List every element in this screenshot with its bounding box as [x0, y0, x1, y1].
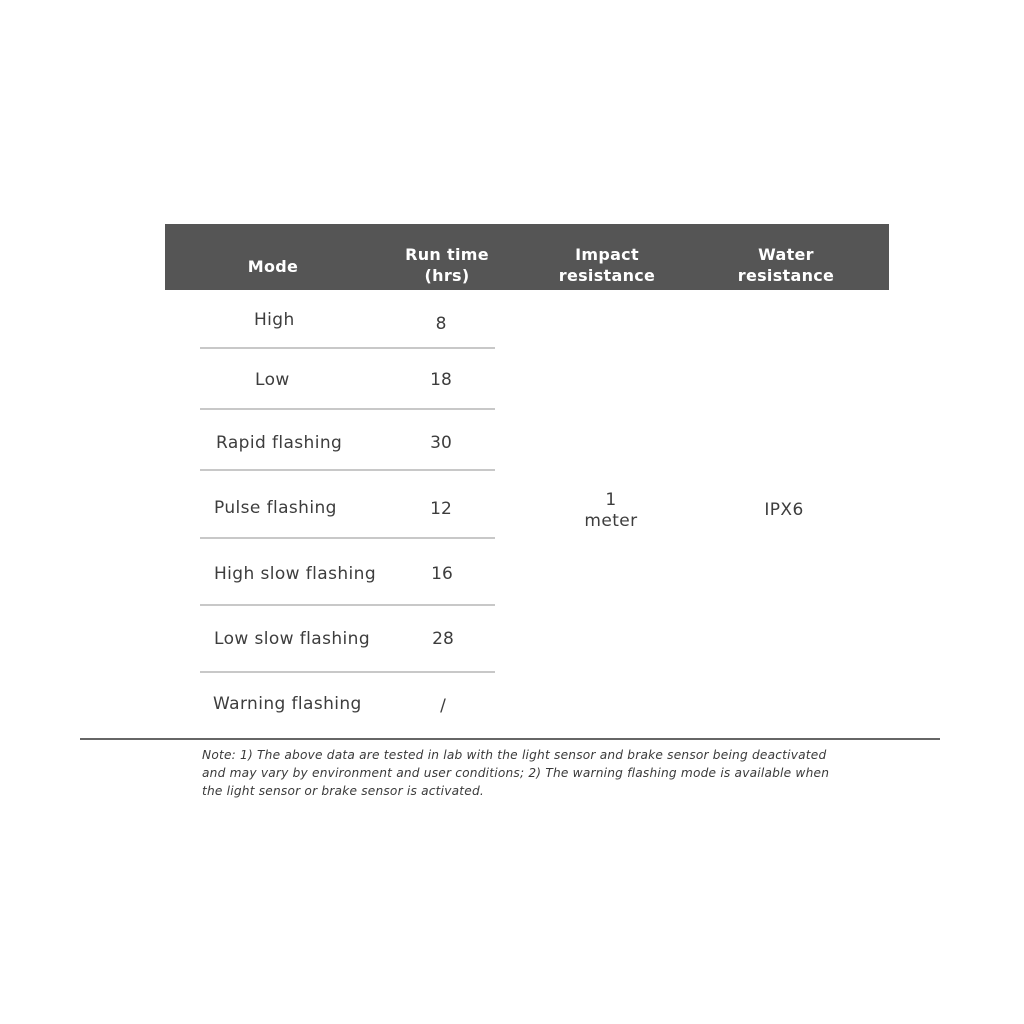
row-mode: Low [255, 370, 290, 390]
row-mode: Low slow flashing [214, 629, 371, 649]
table-bottom-rule [80, 738, 940, 740]
row-run-time: 30 [430, 433, 452, 453]
row-divider [200, 347, 495, 349]
row-mode: Pulse flashing [214, 498, 337, 518]
row-mode: Warning flashing [213, 694, 362, 714]
footnote: Note: 1) The above data are tested in lab with the light sensor and brake sensor being deactivated and may vary by environment and user conditions; 2) The warning flashing mode is available when the light sensor or brake sensor is activated. [202, 748, 830, 798]
water-resistance-value: IPX6 [764, 500, 804, 520]
row-divider [200, 469, 495, 471]
row-divider [200, 537, 495, 539]
row-mode: High slow flashing [214, 564, 377, 584]
header-impact-resistance: Impact resistance [558, 245, 656, 285]
row-run-time: 18 [430, 370, 452, 390]
row-divider [200, 408, 495, 410]
impact-resistance-value: 1 meter [584, 490, 638, 531]
header-water-resistance: Water resistance [737, 245, 835, 285]
row-run-time: 16 [431, 564, 453, 584]
row-divider [200, 604, 495, 606]
table-header [165, 224, 889, 290]
row-run-time: / [440, 696, 446, 716]
header-mode: Mode [247, 257, 299, 276]
header-run-time: Run time (hrs) [405, 245, 489, 285]
row-mode: High [254, 310, 295, 330]
row-divider [200, 671, 495, 673]
row-run-time: 8 [435, 314, 447, 334]
row-run-time: 12 [430, 499, 452, 519]
row-run-time: 28 [432, 629, 454, 649]
row-mode: Rapid flashing [216, 433, 343, 453]
